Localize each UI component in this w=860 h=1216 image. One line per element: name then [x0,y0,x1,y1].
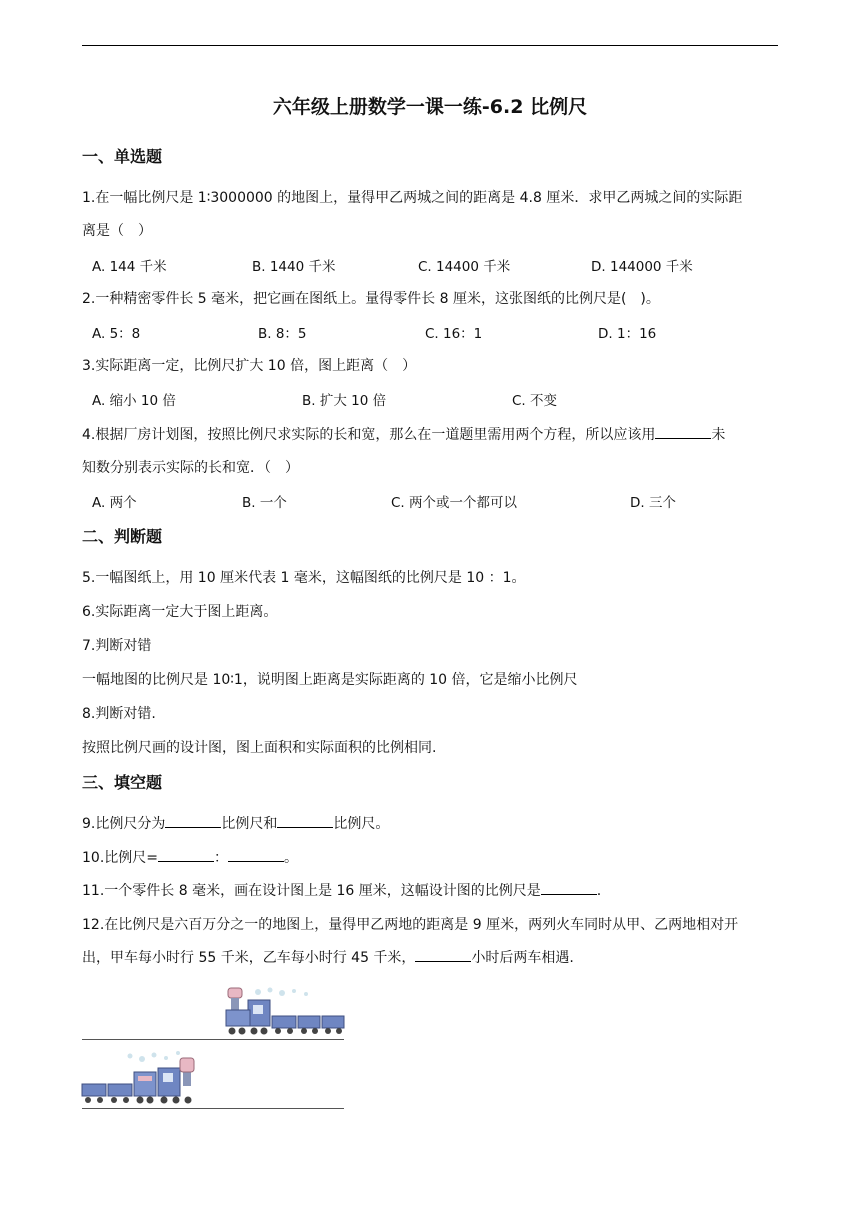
q4-text-a: 4.根据厂房计划图，按照比例尺求实际的长和宽，那么在一道题里需用两个方程，所以应该用 [82,427,656,443]
q2-option-c[interactable]: C. 16：1 [425,326,483,342]
train-illustration-top [220,986,346,1040]
q3-option-c[interactable]: C. 不变 [512,393,558,409]
wheels [229,1028,343,1035]
q9-blank-2[interactable] [277,815,333,828]
question-7-line1: 7.判断对错 [82,638,152,654]
header-rule [82,45,778,46]
q9-text-b: 比例尺和 [221,816,278,832]
q10-text-c: 。 [284,850,298,866]
q12-blank[interactable] [415,949,471,962]
wheels [85,1097,192,1104]
q9-text-c: 比例尺。 [333,816,390,832]
q10-text-b: ： [214,850,228,866]
question-9 [82,813,389,833]
question-6: 6.实际距离一定大于图上距离。 [82,604,278,620]
question-3: 3.实际距离一定，比例尺扩大 10 倍，图上距离（ ） [82,358,417,374]
q1-option-a[interactable]: A. 144 千米 [92,259,167,275]
question-5: 5.一幅图纸上，用 10 厘米代表 1 毫米，这幅图纸的比例尺是 10 ：1。 [82,570,526,586]
question-1-line1: 1.在一幅比例尺是 1∶3000000 的地图上，量得甲乙两城之间的距离是 4.8 厘米．求甲乙两城之间的实际距 [82,190,743,206]
q10-text-a: 10.比例尺= [82,850,158,866]
track-line-top [82,1039,344,1040]
question-4-line1 [82,424,725,444]
q4-option-b[interactable]: B. 一个 [242,495,287,511]
question-2: 2.一种精密零件长 5 毫米，把它画在图纸上。量得零件长 8 厘米，这张图纸的比例尺是( )。 [82,291,660,307]
train-car-3 [322,1016,344,1028]
q3-option-a[interactable]: A. 缩小 10 倍 [92,393,176,409]
question-11 [82,880,601,900]
question-12-line1: 12.在比例尺是六百万分之一的地图上，量得甲乙两地的距离是 9 厘米，两列火车同时从甲、乙两地相对开 [82,917,739,933]
q4-option-c[interactable]: C. 两个或一个都可以 [391,495,518,511]
train-car-1 [272,1016,296,1028]
q11-text-a: 11.一个零件长 8 毫米，画在设计图上是 16 厘米，这幅设计图的比例尺是 [82,883,541,899]
train-illustration-bottom [80,1050,210,1108]
question-7-line2: 一幅地图的比例尺是 10∶1，说明图上距离是实际距离的 10 倍，它是缩小比例尺 [82,672,578,688]
question-10 [82,847,298,867]
question-1-line2: 离是（ ） [82,223,152,239]
q10-blank-1[interactable] [158,849,214,862]
q11-text-b: . [596,883,602,899]
question-8-line1: 8.判断对错. [82,706,156,722]
q4-text-b: 未 [711,427,726,443]
track-line-bottom [82,1108,344,1109]
question-12-line2 [82,947,574,967]
page-title: 六年级上册数学一课一练-6.2 比例尺 [272,96,588,118]
q1-option-b[interactable]: B. 1440 千米 [252,259,336,275]
q9-text-a: 9.比例尺分为 [82,816,166,832]
q11-blank[interactable] [541,882,597,895]
train-car-2 [108,1084,132,1096]
question-8-line2: 按照比例尺画的设计图，图上面积和实际面积的比例相同. [82,740,437,756]
steam-puffs [128,1051,181,1062]
q2-option-a[interactable]: A. 5：8 [92,326,141,342]
q9-blank-1[interactable] [165,815,221,828]
section-single-choice: 一、单选题 [82,147,163,166]
q1-option-c[interactable]: C. 14400 千米 [418,259,511,275]
section-fill-in: 三、填空题 [82,773,163,792]
locomotive [134,1058,194,1096]
train-car-2 [298,1016,320,1028]
q4-option-d[interactable]: D. 三个 [630,495,676,511]
q1-option-d[interactable]: D. 144000 千米 [591,259,693,275]
q12-text-b: 小时后两车相遇. [471,950,574,966]
q3-option-b[interactable]: B. 扩大 10 倍 [302,393,387,409]
section-true-false: 二、判断题 [82,527,163,546]
q4-option-a[interactable]: A. 两个 [92,495,137,511]
train-car-1 [82,1084,106,1096]
question-4-line2: 知数分别表示实际的长和宽．（ ） [82,460,299,476]
q12-text-a: 出，甲车每小时行 55 千米，乙车每小时行 45 千米， [82,950,416,966]
q2-option-b[interactable]: B. 8：5 [258,326,307,342]
q4-blank[interactable] [655,426,711,439]
q10-blank-2[interactable] [228,849,284,862]
q2-option-d[interactable]: D. 1：16 [598,326,657,342]
locomotive [226,988,270,1026]
steam-puffs [255,988,308,997]
